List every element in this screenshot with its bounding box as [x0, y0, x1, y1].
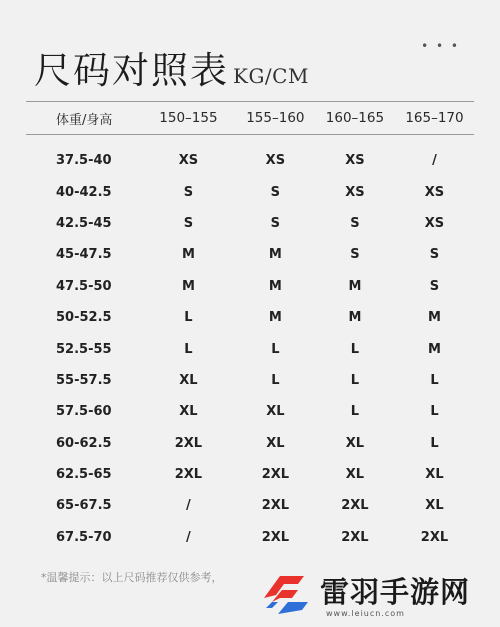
size-cell: / [186, 498, 191, 514]
title-row [34, 40, 309, 94]
column-header: 150–155 [159, 110, 218, 126]
size-cell: L [430, 435, 439, 451]
size-cell: XL [266, 404, 285, 420]
footer-tip: *温馨提示：以上尺码推荐仅供参考， [41, 571, 223, 584]
size-cell: L [430, 404, 439, 420]
size-cell: M [268, 247, 282, 263]
size-cell: / [186, 529, 191, 545]
column-header: 160–165 [325, 110, 385, 126]
size-cell: 2XL [261, 498, 290, 514]
weight-range-cell: 50-52.5 [56, 310, 112, 326]
weight-range-cell: 52.5-55 [56, 341, 112, 357]
weight-range-cell: 37.5-40 [56, 153, 112, 169]
size-cell: 2XL [261, 467, 290, 483]
table-row [26, 239, 474, 270]
table-row [26, 333, 474, 364]
size-cell: L [271, 372, 280, 388]
size-cell: S [270, 215, 281, 231]
size-cell: XL [425, 498, 444, 514]
weight-range-cell: 60-62.5 [56, 435, 112, 451]
table-row [26, 145, 474, 176]
size-cell: 2XL [174, 467, 203, 483]
weight-range-cell: 57.5-60 [56, 404, 112, 420]
size-cell: L [350, 372, 360, 388]
weight-range-cell: 62.5-65 [56, 467, 112, 483]
size-cell: XS [345, 153, 365, 169]
table-row [26, 365, 474, 396]
size-cell: M [427, 341, 441, 357]
table-row [26, 428, 474, 459]
size-cell: 2XL [341, 498, 369, 514]
weight-range-cell: 40-42.5 [56, 184, 112, 200]
size-cell: M [268, 310, 282, 326]
column-header: 165–170 [405, 110, 464, 126]
size-cell: 2XL [261, 529, 290, 545]
size-cell: S [350, 215, 360, 231]
table-row [26, 208, 474, 239]
table-row [26, 396, 474, 427]
size-cell: XL [179, 404, 198, 420]
weight-range-cell: 65-67.5 [56, 498, 112, 514]
size-cell: XL [266, 435, 285, 451]
watermark [258, 566, 498, 624]
size-cell: M [181, 278, 195, 294]
size-cell: M [348, 310, 362, 326]
size-cell: XS [178, 153, 199, 169]
size-cell: XS [424, 184, 445, 200]
size-cell: L [184, 310, 193, 326]
size-table [26, 101, 474, 553]
size-cell: M [348, 278, 362, 294]
size-cell: S [350, 247, 360, 263]
weight-range-cell: 55-57.5 [56, 372, 112, 388]
size-cell: XS [265, 153, 286, 169]
table-row [26, 302, 474, 333]
size-cell: XS [345, 184, 365, 200]
size-cell: M [268, 278, 282, 294]
size-cell: L [350, 341, 360, 357]
table-row [26, 490, 474, 521]
size-cell: L [430, 372, 439, 388]
size-cell: L [271, 341, 280, 357]
size-cell: 2XL [174, 435, 203, 451]
size-cell: 2XL [420, 529, 449, 545]
size-cell: XS [424, 215, 445, 231]
table-header-row [26, 102, 474, 134]
table-row [26, 271, 474, 302]
size-cell: L [350, 404, 360, 420]
size-cell: XL [345, 435, 365, 451]
size-cell: S [183, 184, 194, 200]
unit-label: KG/CM [233, 64, 309, 88]
size-cell: S [270, 184, 281, 200]
size-cell: S [429, 278, 440, 294]
size-cell: S [429, 247, 440, 263]
size-cell: XL [179, 372, 198, 388]
table-row [26, 459, 474, 490]
weight-range-cell: 47.5-50 [56, 278, 112, 294]
size-cell: M [181, 247, 195, 263]
page-title: 尺码对照表 [34, 49, 229, 92]
size-cell: 2XL [341, 529, 369, 545]
column-header: 155–160 [246, 110, 305, 126]
size-cell: M [427, 310, 441, 326]
size-cell: S [183, 215, 194, 231]
weight-range-cell: 42.5-45 [56, 215, 112, 231]
watermark-url: www.leiucn.com [326, 609, 405, 618]
column-header: 体重/身高 [56, 112, 113, 128]
table-row [26, 176, 474, 207]
watermark-name: 雷羽手游网 [320, 575, 471, 609]
watermark-logo-icon [258, 568, 314, 618]
size-cell: XL [425, 467, 444, 483]
weight-range-cell: 45-47.5 [56, 247, 112, 263]
size-cell: / [432, 153, 437, 169]
table-body [26, 135, 474, 553]
weight-range-cell: 67.5-70 [56, 529, 112, 545]
size-cell: XL [345, 467, 365, 483]
more-options-icon[interactable]: • • • [421, 39, 460, 53]
table-row [26, 522, 474, 553]
size-cell: L [184, 341, 193, 357]
